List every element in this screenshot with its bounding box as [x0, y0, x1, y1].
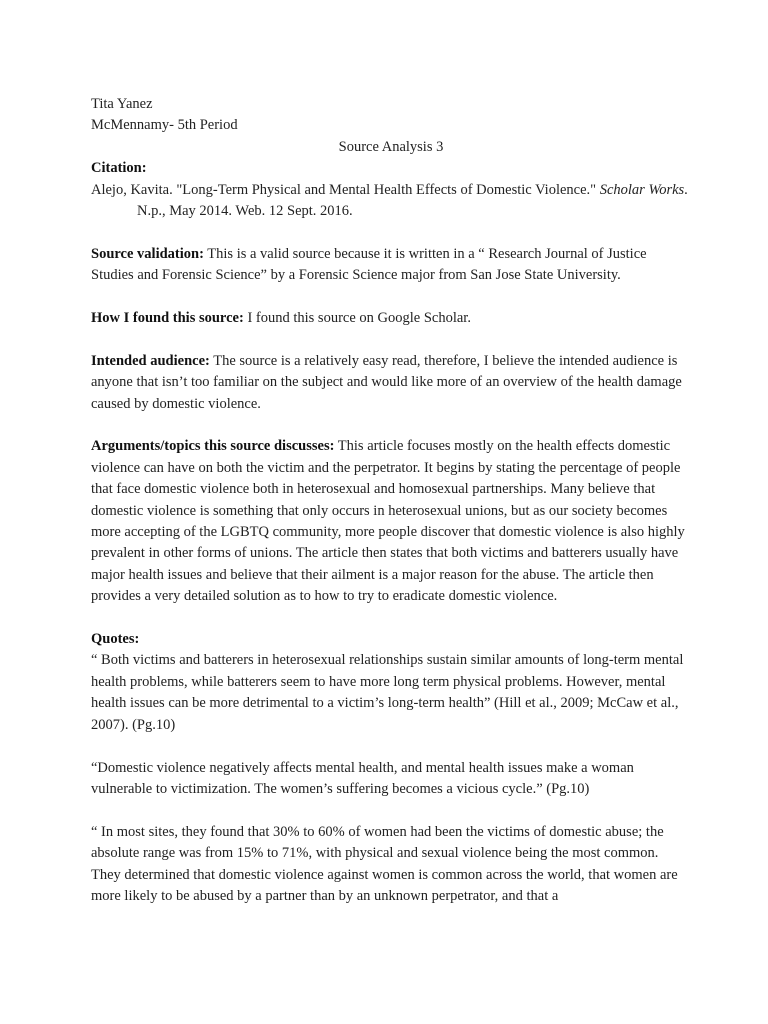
class-period: McMennamy- 5th Period: [91, 117, 238, 134]
citation-part2: . N.p., May 2014. Web. 12 Sept. 2016.: [137, 181, 688, 220]
quotes-heading-label: Quotes:: [91, 631, 140, 648]
document-title: Source Analysis 3: [338, 138, 444, 155]
how-found-heading: How I found this source:: [91, 310, 244, 327]
source-validation-heading: Source validation:: [91, 245, 204, 262]
source-validation-text: This is a valid source because it is written in a “ Research Journal of Justice Studies and Forensic Science” by a Forensic Science major from San Jose State University.: [91, 245, 647, 284]
citation-text: [91, 180, 691, 223]
intended-audience-text: The source is a relatively easy read, therefore, I believe the intended audience is anyone that isn’t too familiar on the subject and would like more of an overview of the health damage caused by domestic violence.: [91, 352, 682, 412]
spacer: [91, 800, 691, 821]
how-found-paragraph: [91, 308, 691, 329]
student-name: Tita Yanez: [91, 96, 153, 112]
quotes-heading: [91, 629, 691, 650]
citation-heading: [91, 158, 691, 179]
arguments-paragraph: [91, 436, 691, 607]
spacer: [91, 736, 691, 757]
spacer: [91, 287, 691, 308]
citation-journal: Scholar Works: [599, 181, 685, 198]
intended-audience-heading: Intended audience:: [91, 352, 210, 369]
citation-heading-label: Citation:: [91, 160, 147, 177]
arguments-heading: Arguments/topics this source discusses:: [91, 438, 335, 455]
spacer: [91, 222, 691, 243]
source-validation-paragraph: [91, 244, 691, 287]
how-found-text: I found this source on Google Scholar.: [243, 310, 471, 327]
arguments-text: This article focuses mostly on the health effects domestic violence can have on both the victim and the perpetrator. It begins by stating the percentage of people that face domestic violence both in heterosexual and homosexual partnerships. Many believe that domestic violence is something that only occurs in heterosexual unions, but as our society becomes more accepting of the LGBTQ community, more people discover that domestic violence is also highly prevalent in other forms of unions. The article then states that both victims and batterers usually have major health issues and believe that their ailment is a major reason for the abuse. The article then provides a very detailed solution as to how to try to eradicate domestic violence.: [91, 438, 685, 605]
citation-part1: Alejo, Kavita. "Long-Term Physical and Mental Health Effects of Domestic Violence.": [91, 181, 600, 198]
intended-audience-paragraph: [91, 351, 691, 415]
spacer: [91, 608, 691, 629]
spacer: [91, 415, 691, 436]
document-body: [91, 94, 691, 907]
quote-item: “ Both victims and batterers in heterosexual relationships sustain similar amounts of long-term mental health problems, while batterers seem to have more long term physical problems. However, mental health issues can be more detrimental to a victim’s long-term health” (Hill et al., 2009; McCaw et al., 2007). (Pg.10): [91, 652, 684, 733]
spacer: [91, 329, 691, 350]
quote-item: “Domestic violence negatively affects mental health, and mental health issues make a woman vulnerable to victimization. The women’s suffering becomes a vicious cycle.” (Pg.10): [91, 759, 634, 797]
quote-item: “ In most sites, they found that 30% to 60% of women had been the victims of domestic abuse; the absolute range was from 15% to 71%, with physical and sexual violence being the most common. They determined that domestic violence against women is common across the world, that women are more likely to be abused by a partner than by an unknown perpetrator, and that a: [91, 823, 678, 904]
